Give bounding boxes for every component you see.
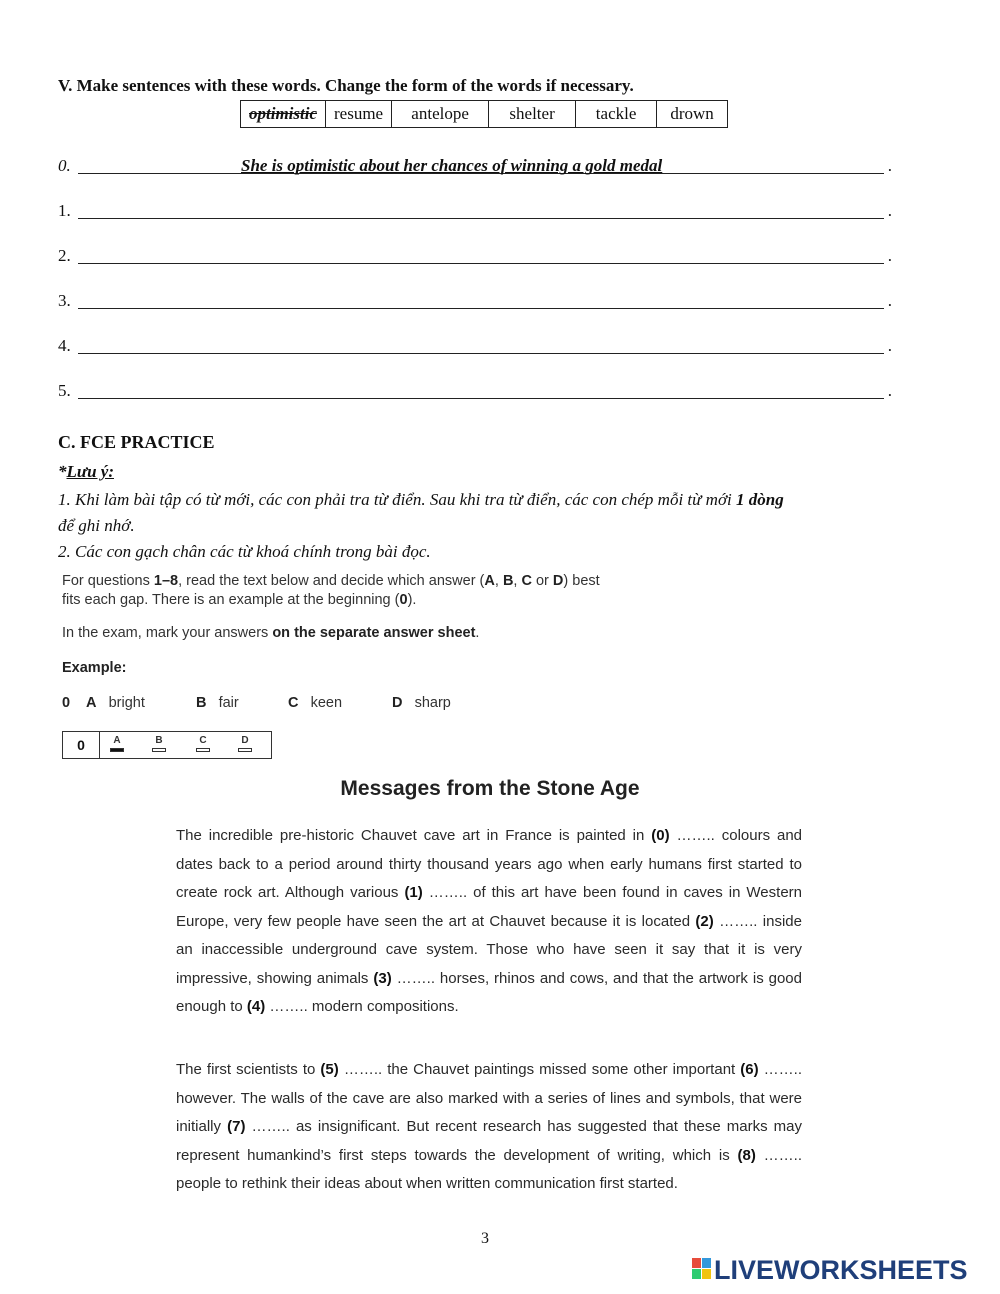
passage-title: Messages from the Stone Age <box>340 777 640 800</box>
word-4: tackle <box>576 101 657 128</box>
sentence-line-0 <box>58 156 898 178</box>
example-option-a: A bright <box>86 695 145 711</box>
answer-option-c: C <box>195 736 211 752</box>
example-label: Example: <box>62 660 127 676</box>
instruction-line-1: For questions 1–8, read the text below and decide which answer (A, B, C or D) best <box>62 573 600 589</box>
word-box <box>240 100 728 128</box>
note-1 <box>58 487 908 539</box>
answer-sheet-example <box>62 731 272 759</box>
line-end: . <box>887 291 892 310</box>
line-end: . <box>887 201 892 220</box>
line-end: . <box>887 381 892 400</box>
word-0: optimistic <box>241 101 326 128</box>
passage-paragraph-2: The first scientists to (5) …….. the Chauvet paintings missed some other important (6) …….. however. The walls of the cave are also marked with a series of lines and symbols, that were initially (7) …….. as insignificant. But recent research has suggested that these marks may represent humankind’s first steps towards the development of writing, which is (8) …….. people to rethink their ideas about when written communication first started. <box>176 1061 802 1192</box>
example-option-b: B fair <box>196 695 239 711</box>
answer-option-d: D <box>237 736 253 752</box>
page-number: 3 <box>481 1230 489 1247</box>
example-number: 0 <box>62 695 71 711</box>
line-number: 1. <box>58 201 71 220</box>
answer-bubble <box>152 748 166 752</box>
answer-rule[interactable] <box>78 308 884 309</box>
answer-rule[interactable] <box>78 218 884 219</box>
note-1-text: 1. Khi làm bài tập có từ mới, các con phải tra từ điển. Sau khi tra từ điển, các con chép mỗi từ mới <box>58 490 736 509</box>
note-1-bold: 1 dòng <box>736 490 784 509</box>
answer-option-a: A <box>109 736 125 752</box>
word-2: antelope <box>392 101 489 128</box>
line-end: . <box>887 246 892 265</box>
word-5: drown <box>657 101 728 128</box>
answer-bubble <box>196 748 210 752</box>
section-c-title: C. FCE PRACTICE <box>58 432 215 452</box>
word-3: shelter <box>489 101 576 128</box>
sentence-line-3[interactable] <box>58 291 898 313</box>
word-1: resume <box>326 101 392 128</box>
note-star: * <box>58 462 67 481</box>
answer-bubble-filled <box>110 748 124 752</box>
answer-rule[interactable] <box>78 398 884 399</box>
line-number: 5. <box>58 381 71 400</box>
line-number: 0. <box>58 156 71 175</box>
answer-box-number: 0 <box>63 732 100 758</box>
line-end: . <box>887 156 892 175</box>
logo-icon <box>692 1258 712 1280</box>
note-label-text: Lưu ý: <box>66 462 114 481</box>
sentence-line-4[interactable] <box>58 336 898 358</box>
line-number: 3. <box>58 291 71 310</box>
example-option-d: D sharp <box>392 695 451 711</box>
passage-paragraph-1: The incredible pre-historic Chauvet cave art in France is painted in (0) …….. colours and dates back to a period around thirty thousand years ago when early humans first started to create rock art. Although various (1) …….. of this art have been found in caves in Western Europe, very few people have seen the art at Chauvet because it is located (2) …….. inside an inaccessible underground cave system. Those who have seen it say that it is very impressive, showing animals (3) …….. horses, rhinos and cows, and that the artwork is good enough to (4) …….. modern compositions. <box>176 827 803 1015</box>
instruction-line-2: fits each gap. There is an example at the beginning (0). <box>62 592 417 608</box>
answer-option-b: B <box>151 736 167 752</box>
line-end: . <box>887 336 892 355</box>
line-number: 4. <box>58 336 71 355</box>
instruction-line-3: In the exam, mark your answers on the separate answer sheet. <box>62 625 480 641</box>
logo-text: LIVEWORKSHEETS <box>714 1255 968 1285</box>
sentence-line-1[interactable] <box>58 201 898 223</box>
answer-rule[interactable] <box>78 353 884 354</box>
example-answer: She is optimistic about her chances of winning a gold medal <box>241 156 663 175</box>
example-option-c: C keen <box>288 695 343 711</box>
note-2: 2. Các con gạch chân các từ khoá chính trong bài đọc. <box>58 542 431 561</box>
answer-rule[interactable] <box>78 263 884 264</box>
answer-bubble <box>238 748 252 752</box>
sentence-line-2[interactable] <box>58 246 898 268</box>
sentence-line-5[interactable] <box>58 381 898 403</box>
line-number: 2. <box>58 246 71 265</box>
note-label <box>58 462 114 482</box>
note-1-cont: để ghi nhớ. <box>58 516 135 535</box>
section-v-title: V. Make sentences with these words. Change the form of the words if necessary. <box>58 76 634 95</box>
